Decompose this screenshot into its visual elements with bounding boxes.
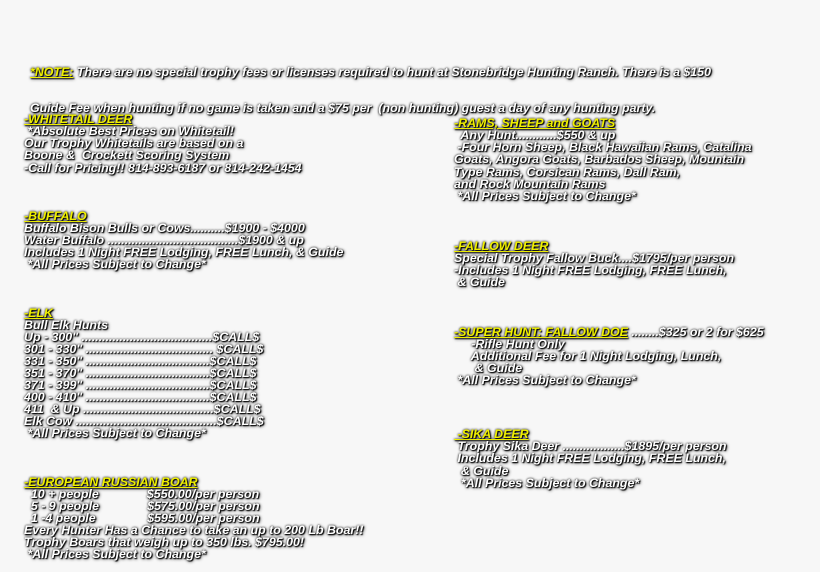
section-line: & Guide <box>454 275 505 290</box>
section-heading: -SIKA DEER <box>454 427 529 442</box>
section-line: Up - 300" ......................................$CALL$ <box>24 329 260 344</box>
section-line: 351 - 370" ....................................$CALL$ <box>24 365 257 380</box>
section-heading: -EUROPEAN RUSSIAN BOAR <box>24 474 198 489</box>
section-line: Buffalo Bison Bulls or Cows..........$1900 - $4000 <box>24 220 305 235</box>
section-line: Boone & Crockett Scoring System <box>24 148 230 163</box>
section-heading-price: ........$325 or 2 for $625 <box>627 324 764 339</box>
section-line: Goats, Angora Goats, Barbados Sheep, Mountain <box>454 152 745 167</box>
right-column <box>454 93 764 501</box>
section-line: Includes 1 Night FREE Lodging, FREE Lunch, & Guide <box>24 245 344 260</box>
section-line: and Rock Mountain Rams <box>454 176 606 191</box>
section-line: Additional Fee for 1 Night Lodging, Lunch, <box>454 348 722 363</box>
section-line: Any Hunt............$550 & up <box>454 128 616 143</box>
section-line: -Rifle Hunt Only <box>454 336 565 351</box>
section-line: Elk Cow .........................................$CALL$ <box>24 414 264 429</box>
section-heading: -RAMS, SHEEP and GOATS <box>454 116 616 131</box>
section-fallow-deer <box>454 240 764 288</box>
section-line: Trophy Sika Deer ..................$1895/per person <box>454 439 727 454</box>
section-line: *Absolute Best Prices on Whitetail! <box>24 124 234 139</box>
section-line: 411 & Up ......................................$CALL$ <box>24 402 261 417</box>
section-line: Bull Elk Hunts <box>24 317 108 332</box>
section-line: Every Hunter Has a Chance to take an up to 200 Lb Boar!! <box>24 523 364 538</box>
section-fallow-doe <box>454 326 764 386</box>
section-line: *All Prices Subject to Change* <box>454 188 636 203</box>
section-line: 331 - 350" ....................................$CALL$ <box>24 353 257 368</box>
section-line: *All Prices Subject to Change* <box>24 257 206 272</box>
section-line: -Includes 1 Night FREE Lodging, FREE Lunch, <box>454 263 727 278</box>
section-line: 400 - 410" ....................................$CALL$ <box>24 390 257 405</box>
left-column <box>24 89 363 572</box>
section-line: 10 + people $550.00/per person <box>24 486 260 501</box>
section-heading-line <box>24 307 363 319</box>
section-line: Trophy Boars that weigh up to 350 lbs. $795.00! <box>24 535 305 550</box>
section-whitetail <box>24 113 363 173</box>
section-line: -Call for Pricing!! 814-893-6187 or 814-242-1454 <box>24 160 302 175</box>
section-heading: -FALLOW DEER <box>454 239 549 254</box>
note-line-2: Guide Fee when hunting if no game is taken and a $75 per (non hunting) guest a day of any hunting party. <box>30 101 656 116</box>
note-label: *NOTE: <box>30 65 74 80</box>
note-line-1: There are no special trophy fees or licenses required to hunt at Stonebridge Hunting Ranch. There is a $150 <box>73 65 711 80</box>
section-line: Type Rams, Corsican Rams, Dall Ram, <box>454 164 681 179</box>
section-heading: -WHITETAIL DEER <box>24 112 133 127</box>
section-line: & Guide <box>454 463 509 478</box>
section-heading: -ELK <box>24 305 53 320</box>
section-line: Special Trophy Fallow Buck....$1795/per person <box>454 251 735 266</box>
section-line: *All Prices Subject to Change* <box>24 547 206 562</box>
section-line: Our Trophy Whitetails are based on a <box>24 136 244 151</box>
section-heading-line <box>24 476 363 488</box>
section-line: 5 - 9 people $575.00/per person <box>24 498 260 513</box>
section-line: Water Buffalo ......................................$1900 & up <box>24 233 304 248</box>
section-line: *All Prices Subject to Change* <box>454 475 640 490</box>
section-line: 301 - 330" ..................................... $CALL$ <box>24 341 264 356</box>
section-heading: -BUFFALO <box>24 208 87 223</box>
section-heading-line <box>454 326 764 338</box>
section-buffalo <box>24 210 363 270</box>
section-line: -Four Horn Sheep, Black Hawaiian Rams, Catalina <box>454 140 752 155</box>
section-elk <box>24 307 363 440</box>
section-heading: -SUPER HUNT: FALLOW DOE <box>454 324 628 339</box>
section-sika <box>454 428 764 488</box>
section-line: *All Prices Subject to Change* <box>454 372 636 387</box>
section-boar <box>24 476 363 561</box>
section-line: 1 -4 people $595.00/per person <box>24 511 260 525</box>
section-line: Includes 1 Night FREE Lodging, FREE Lunch, <box>454 451 726 466</box>
section-line: 371 - 399" ....................................$CALL$ <box>24 378 257 393</box>
section-rams <box>454 117 764 202</box>
section-line: *All Prices Subject to Change* <box>24 426 206 441</box>
section-line: & Guide <box>454 360 523 375</box>
